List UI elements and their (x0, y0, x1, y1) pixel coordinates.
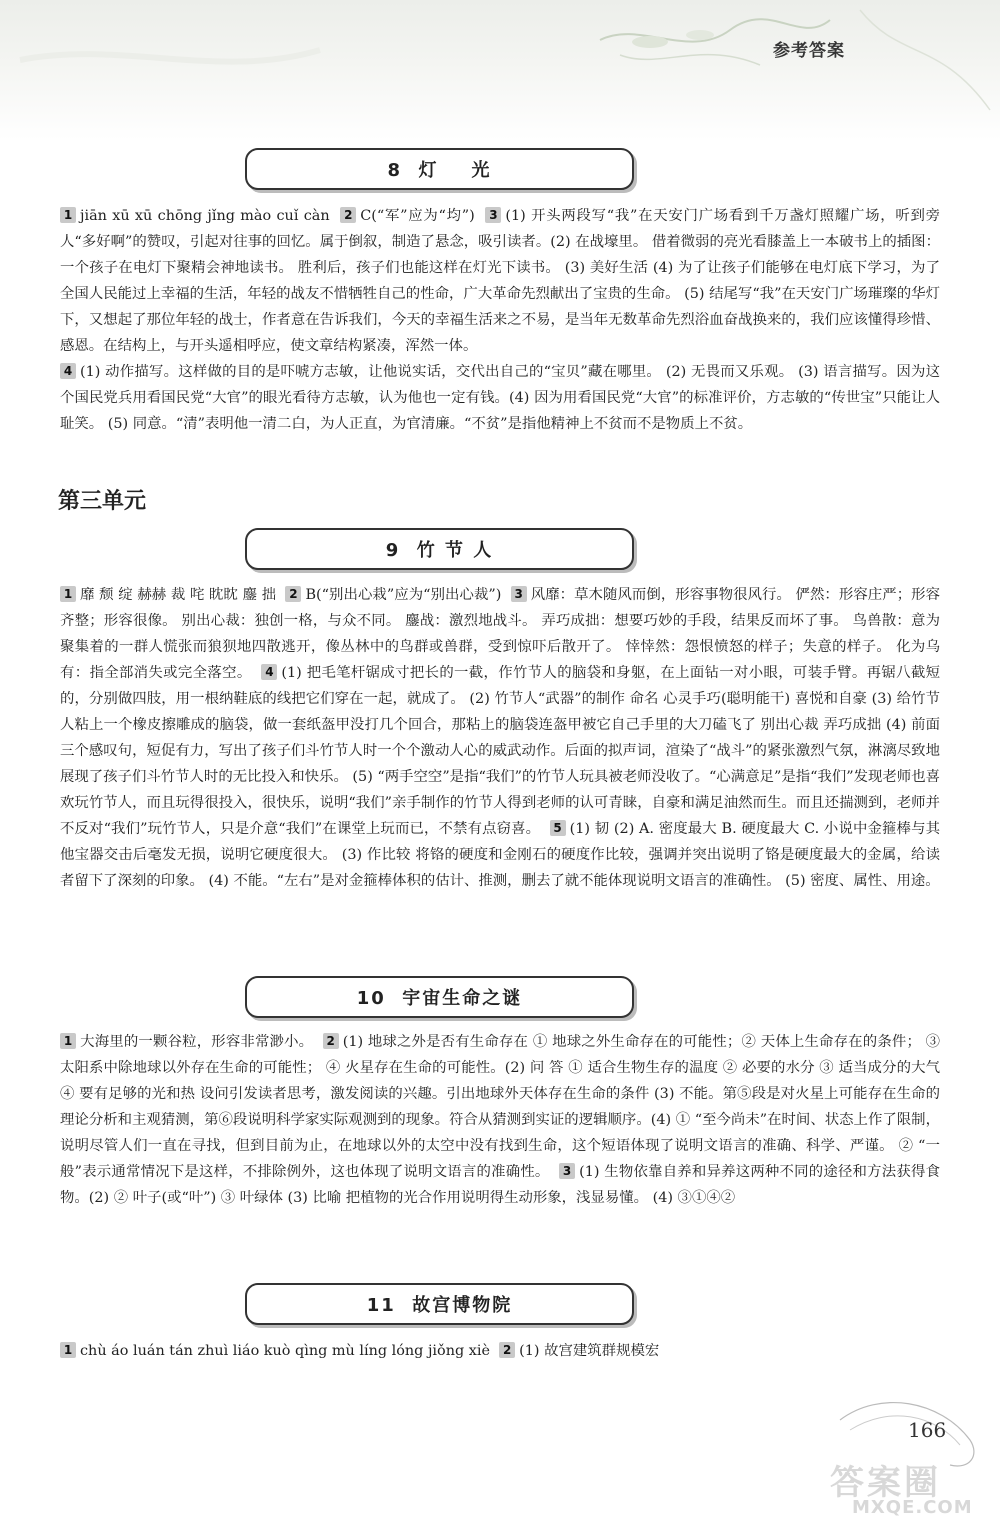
section-title-8 (245, 148, 634, 190)
question-number: 3 (559, 1163, 575, 1179)
answer-text: (1) 地球之外是否有生命存在 ① 地球之外生命存在的可能性；② 天体上生命存在的条件； ③ 太阳系中除地球以外存在生命的可能性； ④ 火星存在生命的可能性。(2) 问 答 ① 适合生物生存的温度 ② 必要的水分 ③ 适当成分的大气 ④ 要有足够的光和热 设问引发读者思考，激发阅读的兴趣。引出地球外天体存在生命的条件 (3) 不能。第⑤段是对火星上可能存在生命的理论分析和主观猜测，第⑥段说明科学家实际观测到的现象。符合从猜测到实证的逻辑顺序。(4) ① “至今尚未”在时间、状态上作了限制，说明尽管人们一直在寻找，但到目前为止，在地球以外的太空中没有找到生命，这个短语体现了说明文语言的准确、科学、严谨。 ② “一般”表示通常情况下是这样，不排除例外，这也体现了说明文语言的准确性。 (60, 1034, 940, 1180)
answer-text: (1) 生物依靠自养和异养这两种不同的途径和方法获得食物。(2) ② 叶子(或“叶”) ③ 叶绿体 (3) 比喻 把植物的光合作用说明得生动形象，浅显易懂。 (4) ③①④② (60, 1164, 940, 1206)
question-number: 1 (60, 207, 76, 223)
section-10-answers (60, 1029, 940, 1211)
section-title-text: 11 故宫博物院 (366, 1295, 513, 1316)
watermark-logo: 答案圈 (830, 1463, 941, 1503)
answer-text: (1) 把毛笔杆锯成寸把长的一截，作竹节人的脑袋和身躯，在上面钻一对小眼，可装手臂。再锯八截短的，分别做四肢，用一根纳鞋底的线把它们穿在一起，就成了。 (2) 竹节人“武器”的制作 命名 心灵手巧(聪明能干) 喜悦和自豪 (3) 给竹节人粘上一个橡皮擦雕成的脑袋，做一套纸盔甲没打几个回合，那粘上的脑袋连盔甲被它自己手里的大刀磕飞了 别出心裁 弄巧成拙 (4) 前面三个感叹句，短促有力，写出了孩子们斗竹节人时一个个激动人心的威武动作。后面的拟声词，渲染了“战斗”的紧张激烈气氛，淋漓尽致地展现了孩子们斗竹节人时的无比投入和快乐。 (5) “两手空空”是指“我们”的竹节人玩具被老师没收了。“心满意足”是指“我们”发现老师也喜欢玩竹节人，而且玩得很投入，很快乐，说明“我们”亲手制作的竹节人得到老师的认可青睐，自豪和满足油然而生。而且还揣测到，老师并不反对“我们”玩竹节人，只是介意“我们”在课堂上玩而已，不禁有点窃喜。 (60, 665, 940, 837)
question-number: 1 (60, 586, 76, 602)
answer-text: (1) 故宫建筑群规模宏 (519, 1343, 660, 1359)
header-label: 参考答案 (773, 41, 845, 61)
answer-text: (1) 开头两段写“我”在天安门广场看到千万盏灯照耀广场，听到旁人“多好啊”的赞叹，引起对往事的回忆。属于倒叙，制造了悬念，吸引读者。(2) 在战壕里。 借着微弱的亮光看膝盖上一本破书上的插图：一个孩子在电灯下聚精会神地读书。 胜利后，孩子们也能这样在灯光下读书。 (3) 美好生活 (4) 为了让孩子们能够在电灯底下学习，为了全国人民能过上幸福的生活，年轻的战友不惜牺牲自己的性命，广大革命先烈献出了宝贵的生命。 (5) 结尾写“我”在天安门广场璀璨的华灯下，又想起了那位年轻的战士，作者意在告诉我们，今天的幸福生活来之不易，是当年无数革命先烈浴血奋战换来的，我们应该懂得珍惜、感恩。在结构上，与开头遥相呼应，使文章结构紧凑，浑然一体。 (60, 208, 940, 354)
answer-text: jiān xū xū chōng jǐng mào cuǐ càn (80, 208, 330, 224)
section-title-10 (245, 976, 634, 1018)
answer-paragraph (60, 203, 940, 359)
question-number: 2 (323, 1033, 339, 1049)
unit-heading: 第三单元 (58, 488, 147, 514)
question-number: 4 (60, 363, 76, 379)
question-number: 3 (485, 207, 501, 223)
section-title-text: 9 竹 节 人 (385, 540, 494, 561)
answer-paragraph (60, 582, 940, 894)
question-number: 2 (340, 207, 356, 223)
question-number: 5 (550, 820, 566, 836)
header-decoration (0, 0, 1000, 140)
answer-text: B(“别出心栽”应为“别出心裁”) (305, 587, 502, 603)
question-number: 4 (261, 664, 277, 680)
section-9-answers (60, 582, 940, 894)
question-number: 3 (511, 586, 527, 602)
answer-paragraph (60, 1338, 940, 1364)
answer-text: C(“军”应为“均”) (360, 208, 475, 224)
answer-text: 大海里的一颗谷粒，形容非常渺小。 (80, 1034, 314, 1050)
section-11-answers (60, 1338, 940, 1364)
answer-text: (1) 韧 (2) A. 密度最大 B. 硬度最大 C. 小说中金箍棒与其他宝器交击后毫发无损，说明它硬度很大。 (3) 作比较 将铬的硬度和金刚石的硬度作比较，强调并突出说明了铬是硬度最大的金属，给读者留下了深刻的印象。 (4) 不能。“左右”是对金箍棒体积的估计、推测，删去了就不能体现说明文语言的准确性。 (5) 密度、属性、用途。 (60, 821, 940, 889)
question-number: 1 (60, 1033, 76, 1049)
section-title-11 (245, 1283, 634, 1325)
section-8-answers (60, 203, 940, 437)
question-number: 2 (285, 586, 301, 602)
question-number: 2 (499, 1342, 515, 1358)
question-number: 1 (60, 1342, 76, 1358)
section-title-text: 8 灯 光 (387, 160, 492, 181)
section-title-text: 10 宇宙生命之谜 (356, 988, 523, 1009)
answer-text: 风靡：草木随风而倒，形容事物很风行。 俨然：形容庄严；形容齐整；形容很像。 别出心裁：独创一格，与众不同。 鏖战：激烈地战斗。 弄巧成拙：想要巧妙的手段，结果反而坏了事。 鸟兽散：意为聚集着的一群人慌张而狼狈地四散逃开，像丛林中的鸟群或兽群，受到惊吓后散开了。 悻悻然：怨恨愤怒的样子；失意的样子。 化为乌有：指全部消失或完全落空。 (60, 587, 940, 681)
answer-text: 靡 颓 绽 赫赫 裁 咤 眈眈 鏖 拙 (80, 587, 277, 603)
answer-paragraph (60, 359, 940, 437)
vine-pattern-icon (0, 0, 1000, 140)
answer-text: (1) 动作描写。这样做的目的是吓唬方志敏，让他说实话，交代出自己的“宝贝”藏在哪里。 (2) 无畏而又乐观。 (3) 语言描写。因为这个国民党兵用看国民党“大官”的眼光看待方志敏，认为他也一定有钱。(4) 因为用看国民党“大官”的标准评价，方志敏的“传世宝”只能让人耻笑。 (5) 同意。“清”表明他一清二白，为人正直，为官清廉。“不贫”是指他精神上不贫而不是物质上不贫。 (60, 364, 940, 432)
answer-text: chù áo luán tán zhuì liáo kuò qìng mù líng lóng jiǒng xiè (80, 1343, 490, 1359)
page-number: 166 (908, 1418, 947, 1442)
answer-paragraph (60, 1029, 940, 1211)
section-title-9 (245, 528, 634, 570)
watermark-url: MXQE.COM (852, 1497, 973, 1518)
